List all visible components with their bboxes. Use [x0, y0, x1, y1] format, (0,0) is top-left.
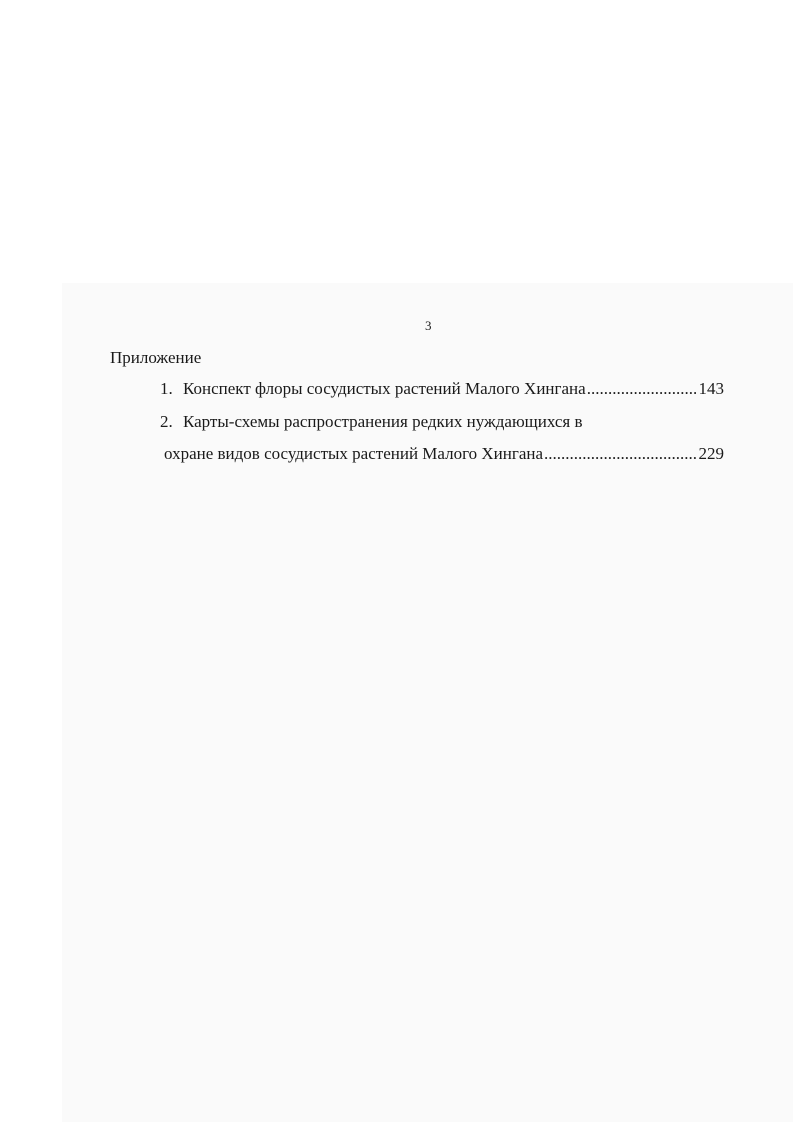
toc-entry-page: 229	[698, 444, 724, 463]
appendix-title: Приложение	[110, 348, 202, 367]
toc-entry	[160, 378, 724, 400]
toc-entry-number: 1.	[160, 379, 173, 398]
toc-entry-text: охране видов сосудистых растений Малого Хингана	[164, 444, 544, 463]
page-number: 3	[425, 318, 432, 333]
scan-background	[62, 283, 793, 1122]
toc-entry	[160, 411, 583, 433]
dot-leader	[544, 443, 695, 465]
toc-entry-text: Конспект флоры сосудистых растений Малого Хингана	[183, 379, 586, 398]
toc-entry-continuation	[164, 443, 724, 465]
toc-entry-text: Карты-схемы распространения редких нуждающихся в	[183, 412, 583, 431]
toc-entry-page: 143	[698, 379, 724, 398]
toc-entry-number: 2.	[160, 412, 173, 431]
dot-leader	[587, 378, 696, 400]
